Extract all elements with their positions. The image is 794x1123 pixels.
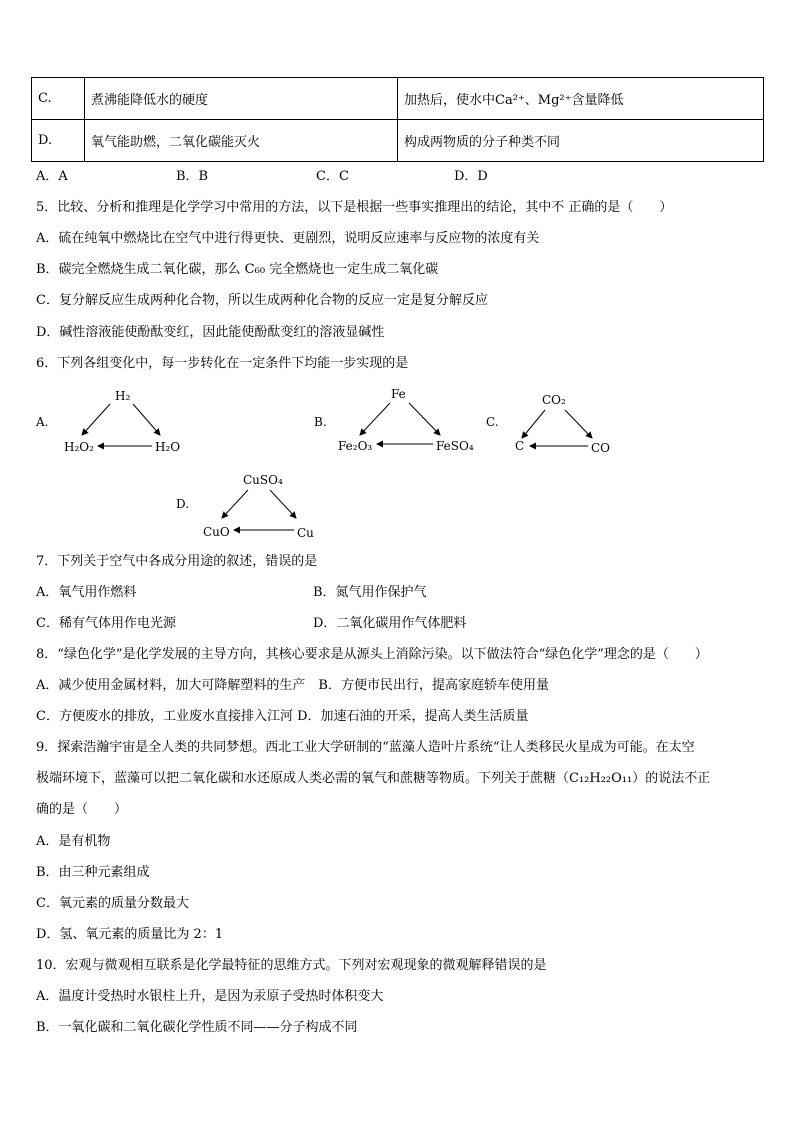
q5-option-a[interactable]: A．硫在纯氧中燃烧比在空气中进行得更快、更剧烈，说明反应速率与反应物的浓度有关 — [36, 231, 540, 246]
q7-option-c[interactable]: C．稀有气体用作电光源 — [36, 616, 176, 631]
q6-option-d-diagram[interactable] — [176, 473, 314, 540]
q6-option-c-diagram[interactable] — [486, 393, 610, 455]
row-explanation: 构成两物质的分子种类不同 — [398, 120, 764, 162]
q6-d-top: CuSO₄ — [243, 473, 283, 487]
row-fact: 氧气能助燃，二氧化碳能灭火 — [85, 120, 398, 162]
q6-c-top: CO₂ — [542, 393, 566, 407]
table-row — [32, 120, 764, 162]
q6-b-right: FeSO₄ — [436, 439, 474, 453]
options-table — [31, 77, 764, 162]
q6-a-right: H₂O — [155, 440, 181, 454]
q9-option-a[interactable]: A．是有机物 — [36, 834, 111, 849]
q9-option-d[interactable]: D．氢、氧元素的质量比为 2：1 — [36, 927, 224, 942]
q6-d-right: Cu — [297, 526, 314, 540]
row-label: C. — [32, 78, 85, 120]
q5-option-c[interactable]: C．复分解反应生成两种化合物，所以生成两种化合物的反应一定是复分解反应 — [36, 293, 488, 308]
q7-option-d[interactable]: D．二氧化碳用作气体肥料 — [313, 616, 467, 631]
q9-stem-line3: 确的是（ ） — [36, 802, 128, 817]
q6-d-left: CuO — [203, 525, 230, 539]
q9-stem-line2: 极端环境下，蓝藻可以把二氧化碳和水还原成人类必需的氧气和蔗糖等物质。下列关于蔗糖（C₁₂H₂₂O₁₁）的说法不正 — [36, 771, 711, 786]
q7-option-a[interactable]: A．氧气用作燃料 — [36, 585, 137, 600]
q10-option-b[interactable]: B．一氧化碳和二氧化碳化学性质不同——分子构成不同 — [36, 1020, 358, 1035]
q6-a-label: A. — [36, 415, 49, 429]
q9-option-c[interactable]: C．氧元素的质量分数最大 — [36, 896, 189, 911]
q9-stem-line1: 9．探索浩瀚宇宙是全人类的共同梦想。西北工业大学研制的“蓝藻人造叶片系统“让人类移民火星成为可能。在太空 — [36, 740, 695, 755]
q6-c-right: CO — [591, 441, 611, 455]
q5-stem: 5．比较、分析和推理是化学学习中常用的方法，以下是根据一些事实推理出的结论，其中不 正确的是（ ） — [36, 200, 673, 215]
row-fact: 煮沸能降低水的硬度 — [85, 78, 398, 120]
q7-stem: 7．下列关于空气中各成分用途的叙述，错误的是 — [36, 554, 318, 569]
q6-c-label: C. — [486, 415, 499, 429]
q7-option-b[interactable]: B．氮气用作保护气 — [313, 585, 427, 600]
row-label: D. — [32, 120, 85, 162]
q6-diagrams — [0, 380, 794, 550]
q8-stem: 8．“绿色化学”是化学发展的主导方向，其核心要求是从源头上消除污染。以下做法符合“绿色化学”理念的是（ ） — [36, 647, 708, 662]
row-explanation: 加热后，使水中Ca²⁺、Mg²⁺含量降低 — [398, 78, 764, 120]
q6-d-label: D. — [176, 497, 190, 511]
q6-b-label: B. — [314, 415, 327, 429]
q4-answer-choices — [36, 168, 488, 186]
q6-a-top: H₂ — [115, 389, 131, 403]
q10-option-a[interactable]: A．温度计受热时水银柱上升，是因为汞原子受热时体积变大 — [36, 989, 384, 1004]
q5-option-d[interactable]: D．碱性溶液能使酚酞变红，因此能使酚酞变红的溶液显碱性 — [36, 325, 385, 340]
q6-a-left: H₂O₂ — [64, 440, 94, 454]
q10-stem: 10．宏观与微观相互联系是化学最特征的思维方式。下列对宏观现象的微观解释错误的是 — [36, 958, 547, 973]
q4-choice-a[interactable]: A．A — [36, 169, 68, 184]
q8-options-line2[interactable]: C．方便废水的排放，工业废水直接排入江河 D．加速石油的开采，提高人类生活质量 — [36, 709, 529, 724]
q7-options-row1 — [36, 584, 427, 602]
q9-option-b[interactable]: B．由三种元素组成 — [36, 865, 150, 880]
q7-options-row2 — [36, 615, 466, 633]
q6-b-top: Fe — [391, 387, 406, 401]
q4-choice-b[interactable]: B．B — [176, 169, 209, 184]
table-row — [32, 78, 764, 120]
q5-option-b[interactable]: B．碳完全燃烧生成二氧化碳，那么 C₆₀ 完全燃烧也一定生成二氧化碳 — [36, 262, 439, 277]
q6-option-b-diagram[interactable] — [314, 387, 474, 453]
q4-choice-d[interactable]: D．D — [454, 169, 488, 184]
q6-option-a-diagram[interactable] — [35, 389, 180, 454]
q8-options-line1[interactable]: A．减少使用金属材料，加大可降解塑料的生产 B．方便市民出行，提高家庭轿车使用量 — [36, 678, 549, 693]
q6-c-left: C — [515, 439, 525, 453]
q6-stem: 6．下列各组变化中，每一步转化在一定条件下均能一步实现的是 — [36, 356, 409, 371]
q6-b-left: Fe₂O₃ — [338, 439, 373, 453]
q4-choice-c[interactable]: C．C — [316, 169, 349, 184]
